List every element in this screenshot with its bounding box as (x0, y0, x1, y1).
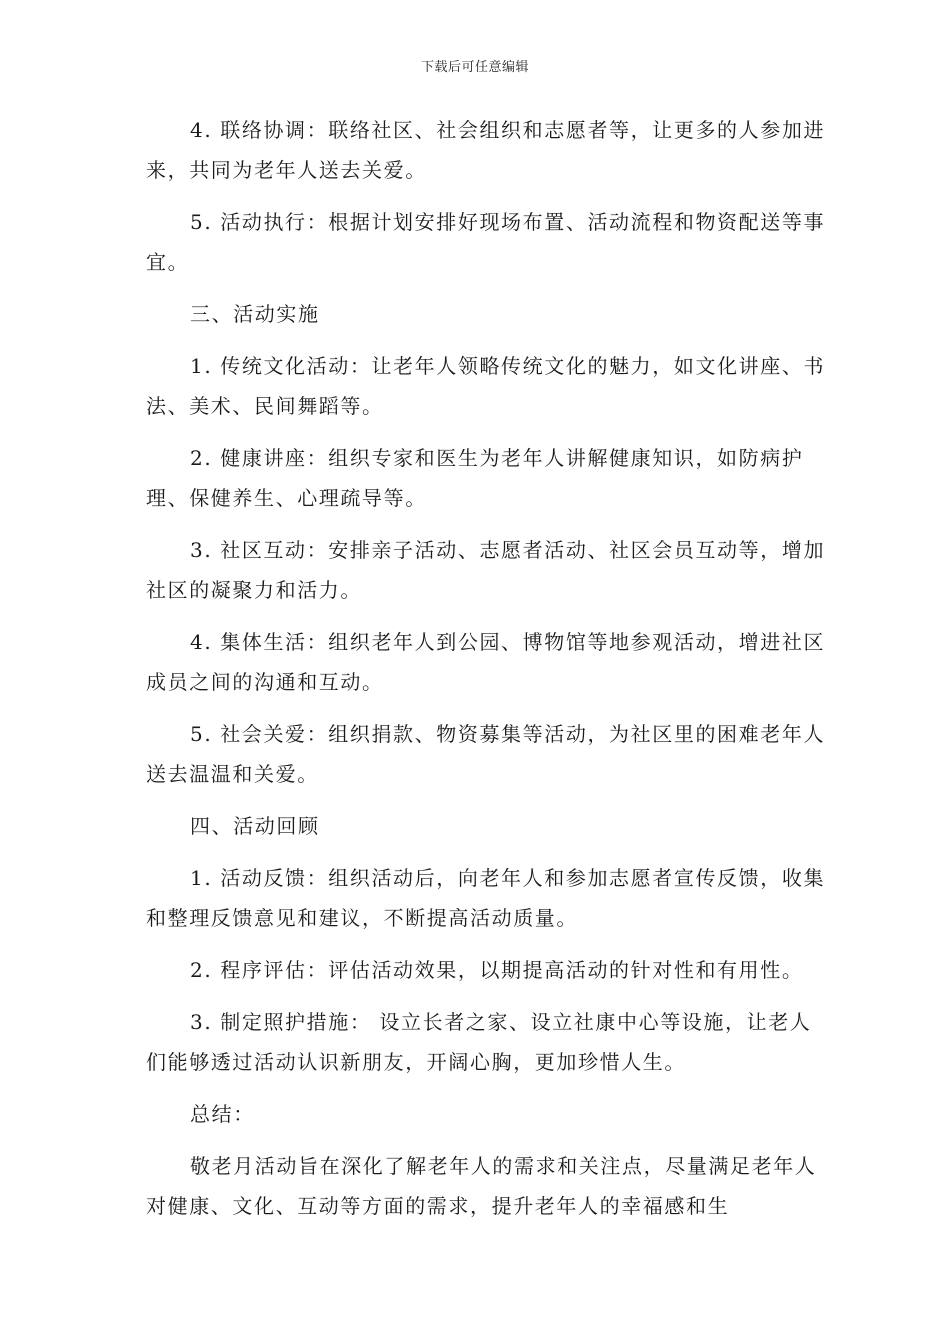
section-heading-review: 四、活动回顾 (190, 814, 320, 838)
paragraph-culture: 1. 传统文化活动：让老年人领略传统文化的魅力，如文化讲座、书法、美术、民间舞蹈等。 (146, 354, 826, 418)
section-heading-implementation: 三、活动实施 (190, 302, 320, 326)
paragraph-care-measures: 3. 制定照护措施： 设立长者之家、设立社康中心等设施，让老人们能够透过活动认识新朋友，开阔心胸，更加珍惜人生。 (146, 1010, 812, 1074)
paragraph-community: 3. 社区互动：安排亲子活动、志愿者活动、社区会员互动等，增加社区的凝聚力和活力。 (146, 538, 826, 602)
paragraph-evaluation: 2. 程序评估：评估活动效果，以期提高活动的针对性和有用性。 (190, 958, 804, 982)
paragraph-summary: 敬老月活动旨在深化了解老年人的需求和关注点，尽量满足老年人对健康、文化、互动等方面的需求，提升老年人的幸福感和生 (146, 1154, 817, 1218)
paragraph-health: 2. 健康讲座：组织专家和医生为老年人讲解健康知识，如防病护理、保健养生、心理疏导等。 (146, 446, 804, 510)
paragraph-social-care: 5. 社会关爱：组织捐款、物资募集等活动，为社区里的困难老年人送去温温和关爱。 (146, 722, 826, 786)
document-body (146, 110, 826, 1238)
summary-heading: 总结： (190, 1102, 255, 1126)
paragraph-liaison: 4. 联络协调：联络社区、社会组织和志愿者等，让更多的人参加进来，共同为老年人送去关爱。 (146, 118, 826, 182)
paragraph-feedback: 1. 活动反馈：组织活动后，向老年人和参加志愿者宣传反馈，收集和整理反馈意见和建议，不断提高活动质量。 (146, 866, 826, 930)
page-header-note: 下载后可任意编辑 (420, 60, 529, 75)
paragraph-execution: 5. 活动执行：根据计划安排好现场布置、活动流程和物资配送等事宜。 (146, 210, 826, 274)
paragraph-group-life: 4. 集体生活：组织老年人到公园、博物馆等地参观活动，增进社区成员之间的沟通和互动。 (146, 630, 826, 694)
